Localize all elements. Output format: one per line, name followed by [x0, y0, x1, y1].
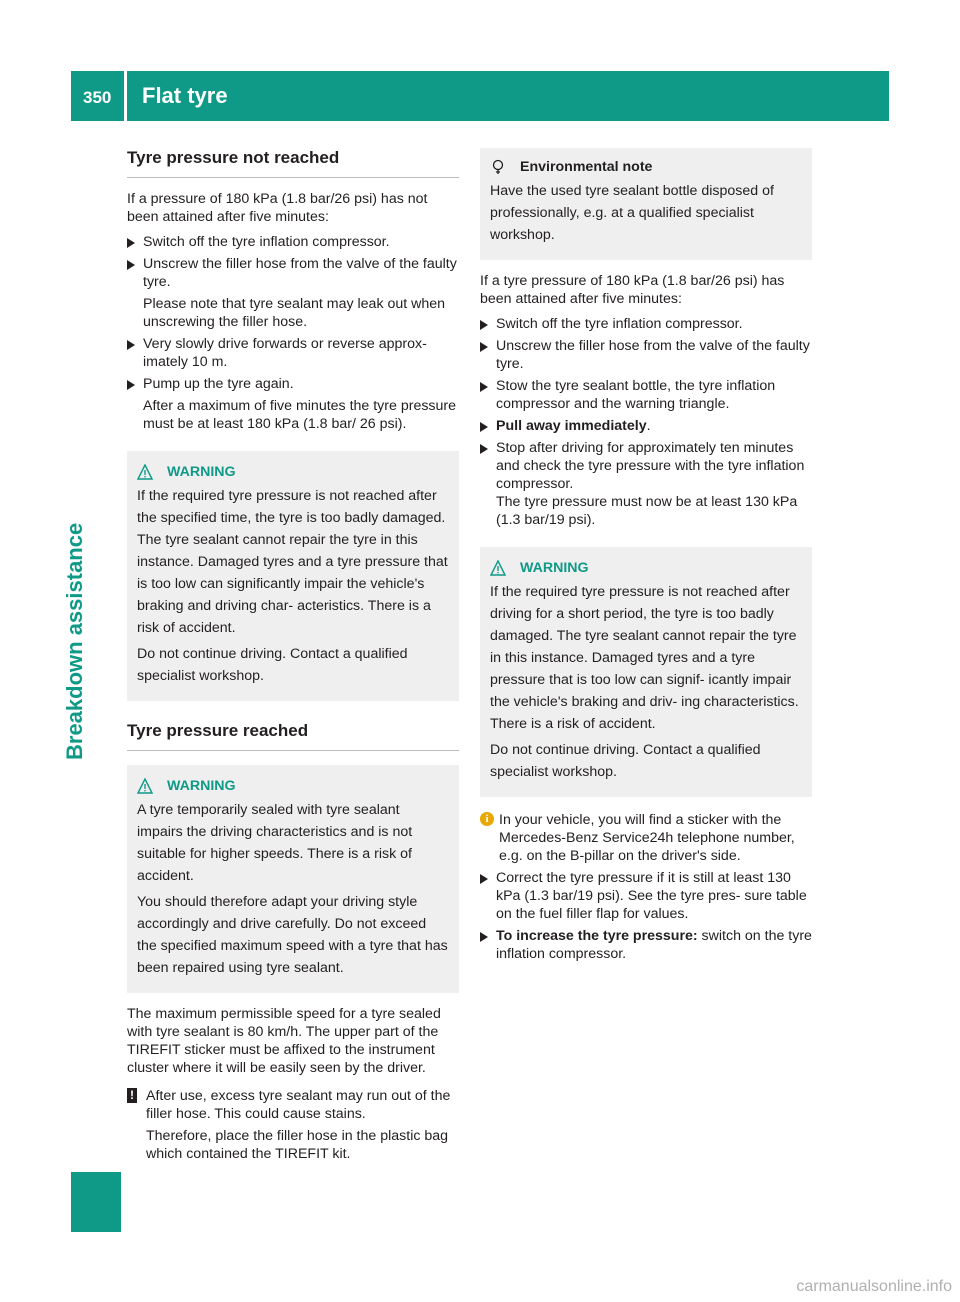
step-arrow-icon — [480, 444, 488, 454]
intro-text: If a pressure of 180 kPa (1.8 bar/26 psi) has not been attained after five minutes: — [127, 191, 428, 225]
step-item: Very slowly drive forwards or reverse approx- imately 10 m. — [127, 335, 459, 371]
page-header — [71, 71, 889, 121]
caution-note: ! After use, excess tyre sealant may run out of the filler hose. This could cause stains. — [127, 1087, 459, 1123]
step-note: Please note that tyre sealant may leak out when unscrewing the filler hose. — [143, 296, 446, 330]
step-item: Pump up the tyre again. — [127, 375, 459, 393]
warning-box — [127, 765, 459, 993]
right-column — [480, 148, 812, 967]
step-arrow-icon — [127, 380, 135, 390]
step-item: Stop after driving for approximately ten minutes and check the tyre pressure with the tyre inflation compressor. The tyre pressure must now be at least 130 kPa (1.3 bar/19 psi). — [480, 439, 812, 529]
warning-text: You should therefore adapt your driving style accordingly and drive carefully. Do not exceed the specified maximum speed with a tyre that has been repaired using tyre sealant. — [137, 894, 448, 976]
info-icon: i — [480, 812, 494, 826]
step-arrow-icon — [127, 238, 135, 248]
watermark: carmanualsonline.info — [796, 1278, 952, 1295]
chapter-tab — [71, 1172, 121, 1232]
section-title-not-reached: Tyre pressure not reached — [127, 148, 459, 178]
warning-box — [127, 451, 459, 701]
warning-triangle-icon — [490, 560, 506, 576]
step-item: Switch off the tyre inflation compressor. — [127, 233, 459, 251]
intro-text: If a tyre pressure of 180 kPa (1.8 bar/26 psi) has been attained after five minutes: — [480, 273, 785, 307]
step-arrow-icon — [127, 340, 135, 350]
warning-text: Do not continue driving. Contact a qualified specialist workshop. — [490, 742, 761, 780]
step-arrow-icon — [480, 874, 488, 884]
step-item: To increase the tyre pressure: switch on the tyre inflation compressor. — [480, 927, 812, 963]
warning-heading: WARNING — [490, 557, 802, 579]
step-item: Switch off the tyre inflation compressor. — [480, 315, 812, 333]
caution-note-continued: Therefore, place the filler hose in the plastic bag which contained the TIREFIT kit. — [146, 1128, 449, 1162]
warning-text: If the required tyre pressure is not reached after driving for a short period, the tyre is too badly damaged. The tyre sealant cannot repair the tyre in this instance. Damaged tyres and a tyre pressure that is too low can signif- icantly impair the vehicle's braking and driv- ing characteristics. There is a risk of accident. — [490, 584, 799, 732]
step-arrow-icon — [480, 422, 488, 432]
warning-triangle-icon — [137, 464, 153, 480]
chapter-side-label: Breakdown assistance — [62, 522, 87, 760]
step-item: Correct the tyre pressure if it is still at least 130 kPa (1.3 bar/19 psi). See the tyre pres- sure table on the fuel filler flap for values. — [480, 869, 812, 923]
step-item: Unscrew the filler hose from the valve of the faulty tyre. — [127, 255, 459, 291]
step-arrow-icon — [480, 320, 488, 330]
step-arrow-icon — [480, 342, 488, 352]
environmental-note-text: Have the used tyre sealant bottle disposed of professionally, e.g. at a qualified specialist workshop. — [490, 183, 774, 243]
speed-paragraph: The maximum permissible speed for a tyre sealed with tyre sealant is 80 km/h. The upper part of the TIREFIT sticker must be affixed to the instrument cluster where it will be easily seen by the driver. — [127, 1006, 441, 1076]
header-divider — [124, 71, 127, 121]
step-item: Stow the tyre sealant bottle, the tyre inflation compressor and the warning triangle. — [480, 377, 812, 413]
warning-text: If the required tyre pressure is not reached after the specified time, the tyre is too badly damaged. The tyre sealant cannot repair the tyre in this instance. Damaged tyres and a tyre pressure that is too low can significantly impair the vehicle's braking and driving char- acteristics. There is a risk of accident. — [137, 488, 448, 636]
lightbulb-icon — [490, 159, 506, 175]
exclamation-icon: ! — [127, 1088, 137, 1103]
warning-text: A tyre temporarily sealed with tyre sealant impairs the driving characteristics and is not suitable for higher speeds. There is a risk of accident. — [137, 802, 413, 884]
page-title: Flat tyre — [142, 83, 228, 108]
left-column — [127, 148, 459, 1167]
warning-heading: WARNING — [137, 461, 449, 483]
warning-box — [480, 547, 812, 797]
warning-text: Do not continue driving. Contact a qualified specialist workshop. — [137, 646, 408, 684]
environmental-note-heading: Environmental note — [490, 156, 802, 178]
step-arrow-icon — [480, 932, 488, 942]
warning-heading: WARNING — [137, 775, 449, 797]
step-arrow-icon — [127, 260, 135, 270]
step-item: Unscrew the filler hose from the valve of the faulty tyre. — [480, 337, 812, 373]
step-item: Pull away immediately. — [480, 417, 812, 435]
step-note: After a maximum of five minutes the tyre pressure must be at least 180 kPa (1.8 bar/ 26 psi). — [143, 398, 457, 432]
warning-triangle-icon — [137, 778, 153, 794]
info-note: i In your vehicle, you will find a sticker with the Mercedes-Benz Service24h telephone number, e.g. on the B-pillar on the driver's side. — [480, 811, 812, 865]
environmental-note-box — [480, 148, 812, 260]
section-title-reached: Tyre pressure reached — [127, 721, 459, 751]
page-number: 350 — [83, 88, 112, 107]
step-arrow-icon — [480, 382, 488, 392]
